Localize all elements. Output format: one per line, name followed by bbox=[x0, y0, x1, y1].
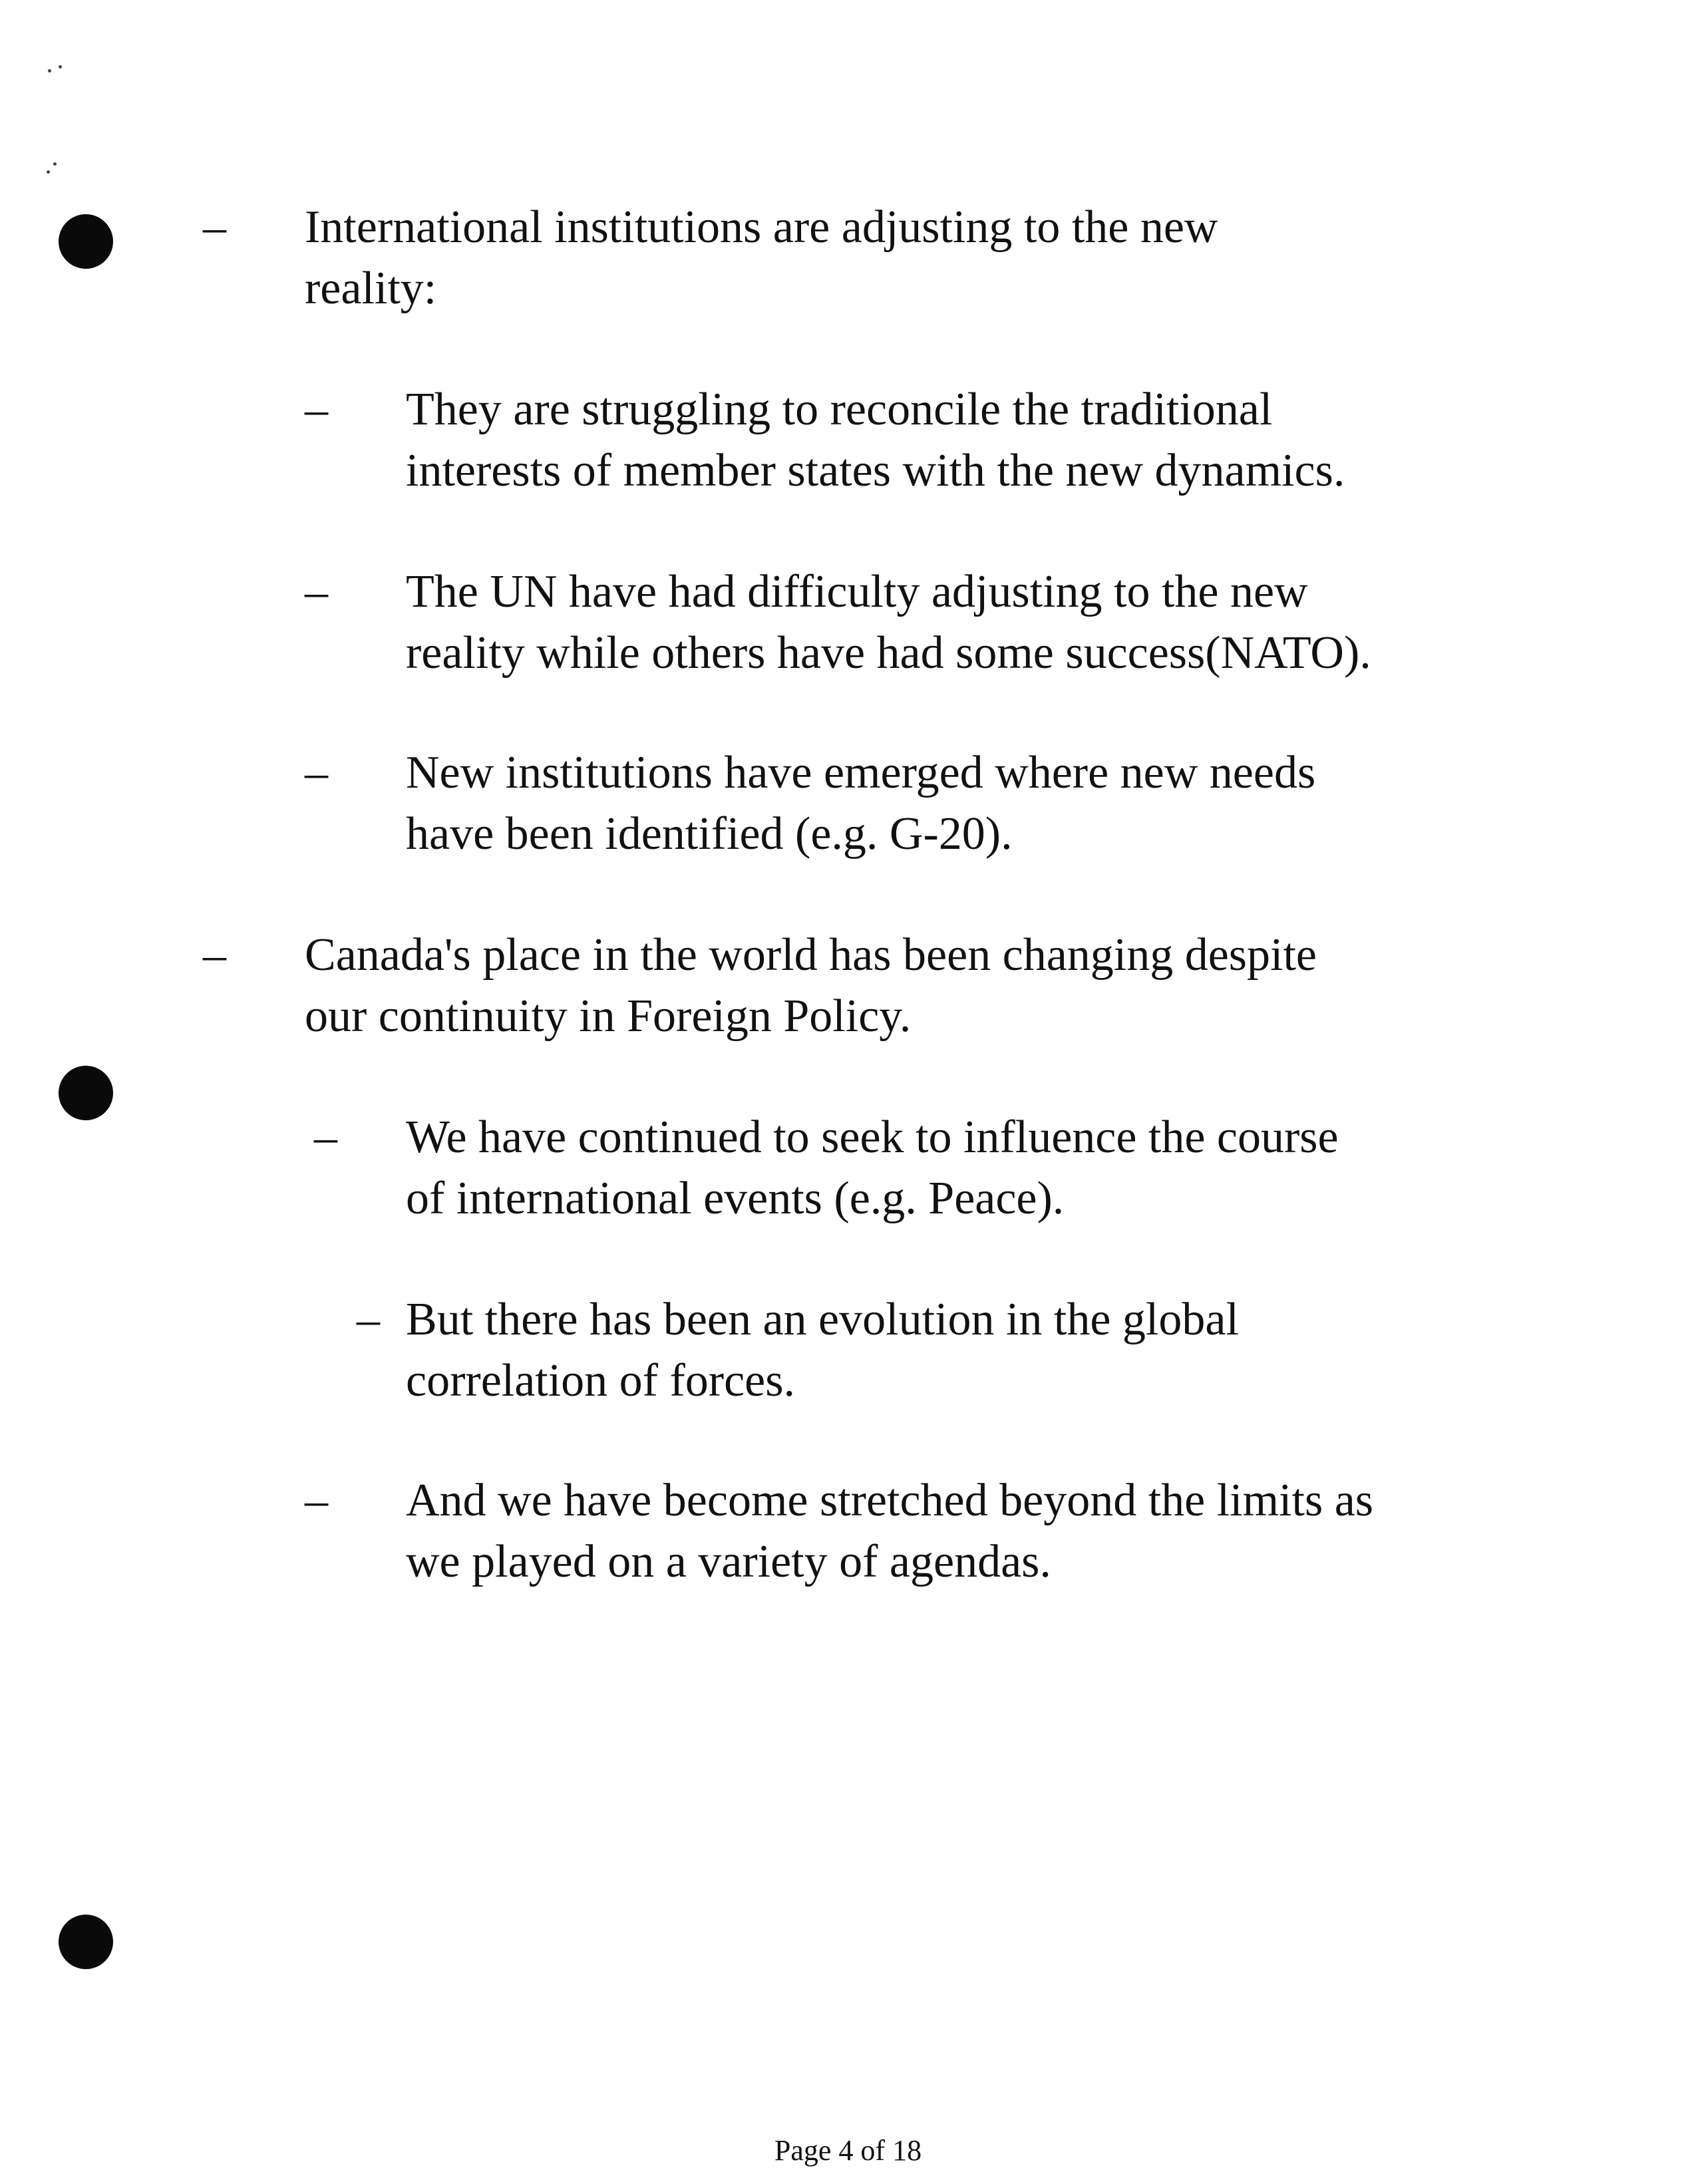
list-item bbox=[406, 1107, 1339, 1229]
list-item-line: They are struggling to reconcile the traditional bbox=[406, 384, 1273, 435]
page-number: Page 4 of 18 bbox=[774, 2134, 922, 2167]
list-item-dash: – bbox=[203, 929, 226, 981]
list-item-dash: – bbox=[357, 1294, 380, 1345]
list-item-line: we played on a variety of agendas. bbox=[406, 1536, 1051, 1587]
list-item-line: of international events (e.g. Peace). bbox=[406, 1173, 1065, 1224]
list-item-line: New institutions have emerged where new needs bbox=[406, 747, 1316, 798]
list-item-dash: – bbox=[305, 384, 328, 435]
list-item-line: And we have become stretched beyond the limits as bbox=[406, 1475, 1374, 1526]
list-item-dash: – bbox=[203, 202, 226, 253]
punch-hole-bottom bbox=[59, 1915, 113, 1969]
list-item-line: reality while others have had some success(NATO). bbox=[406, 627, 1371, 679]
list-item-dash: – bbox=[314, 1112, 337, 1163]
list-item-line: Canada's place in the world has been changing despite bbox=[305, 929, 1317, 981]
list-item-line: correlation of forces. bbox=[406, 1355, 795, 1406]
scan-speck bbox=[59, 65, 62, 69]
punch-hole-middle bbox=[59, 1066, 113, 1120]
list-item bbox=[406, 379, 1345, 502]
list-item-line: interests of member states with the new dynamics. bbox=[406, 445, 1345, 496]
list-item bbox=[406, 561, 1371, 684]
list-item bbox=[406, 1289, 1239, 1412]
list-item-line: We have continued to seek to influence the course bbox=[406, 1112, 1339, 1163]
scan-speck bbox=[48, 69, 51, 73]
list-item-dash: – bbox=[305, 747, 328, 798]
scan-speck bbox=[53, 162, 57, 166]
list-item-dash: – bbox=[305, 1475, 328, 1526]
list-item-line: International institutions are adjusting to the new bbox=[305, 202, 1218, 253]
list-item-line: reality: bbox=[305, 263, 437, 314]
list-item bbox=[406, 742, 1315, 865]
list-item bbox=[305, 197, 1218, 319]
list-item-line: The UN have had difficulty adjusting to the new bbox=[406, 566, 1308, 617]
list-item-dash: – bbox=[305, 566, 328, 617]
list-item bbox=[406, 1470, 1373, 1593]
scan-speck bbox=[47, 170, 50, 174]
punch-hole-top bbox=[59, 214, 113, 269]
list-item-line: But there has been an evolution in the global bbox=[406, 1294, 1239, 1345]
list-item bbox=[305, 925, 1317, 1047]
list-item-line: our continuity in Foreign Policy. bbox=[305, 991, 912, 1042]
list-item-line: have been identified (e.g. G-20). bbox=[406, 808, 1013, 859]
